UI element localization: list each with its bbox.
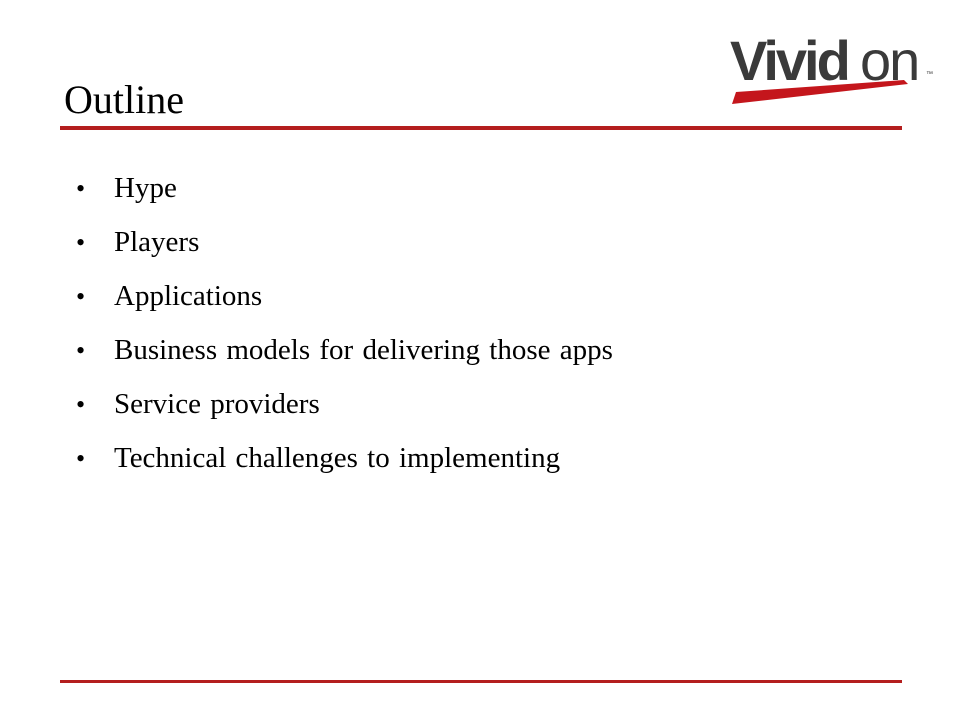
bullet-icon: • [76, 282, 86, 311]
bullet-text: Service providers [114, 388, 320, 420]
vividon-logo-graphic [728, 30, 938, 106]
bullet-item-hype [76, 166, 613, 220]
logo-trademark: ™ [926, 71, 933, 78]
bullet-icon: • [76, 174, 86, 203]
bullet-text: Players [114, 226, 200, 258]
bullet-item-players [76, 220, 613, 274]
bullet-item-business-models [76, 328, 613, 382]
bullet-text: Technical challenges to implementing [114, 442, 561, 474]
bullet-text: Applications [114, 280, 263, 312]
slide-title: Outline [64, 77, 184, 122]
logo-wordmark-light: on [860, 30, 919, 92]
bullet-icon: • [76, 444, 86, 473]
bullet-item-applications [76, 274, 613, 328]
vividon-logo [728, 30, 938, 106]
bullet-list [76, 166, 613, 490]
bullet-text: Business models for delivering those apps [114, 334, 613, 366]
bullet-text: Hype [114, 172, 177, 204]
title-divider [60, 126, 902, 130]
bullet-icon: • [76, 336, 86, 365]
bullet-icon: • [76, 228, 86, 257]
bullet-icon: • [76, 390, 86, 419]
footer-divider [60, 680, 902, 683]
bullet-item-technical-challenges [76, 436, 613, 490]
logo-wordmark-bold: Vivid [730, 30, 848, 92]
bullet-item-service-providers [76, 382, 613, 436]
